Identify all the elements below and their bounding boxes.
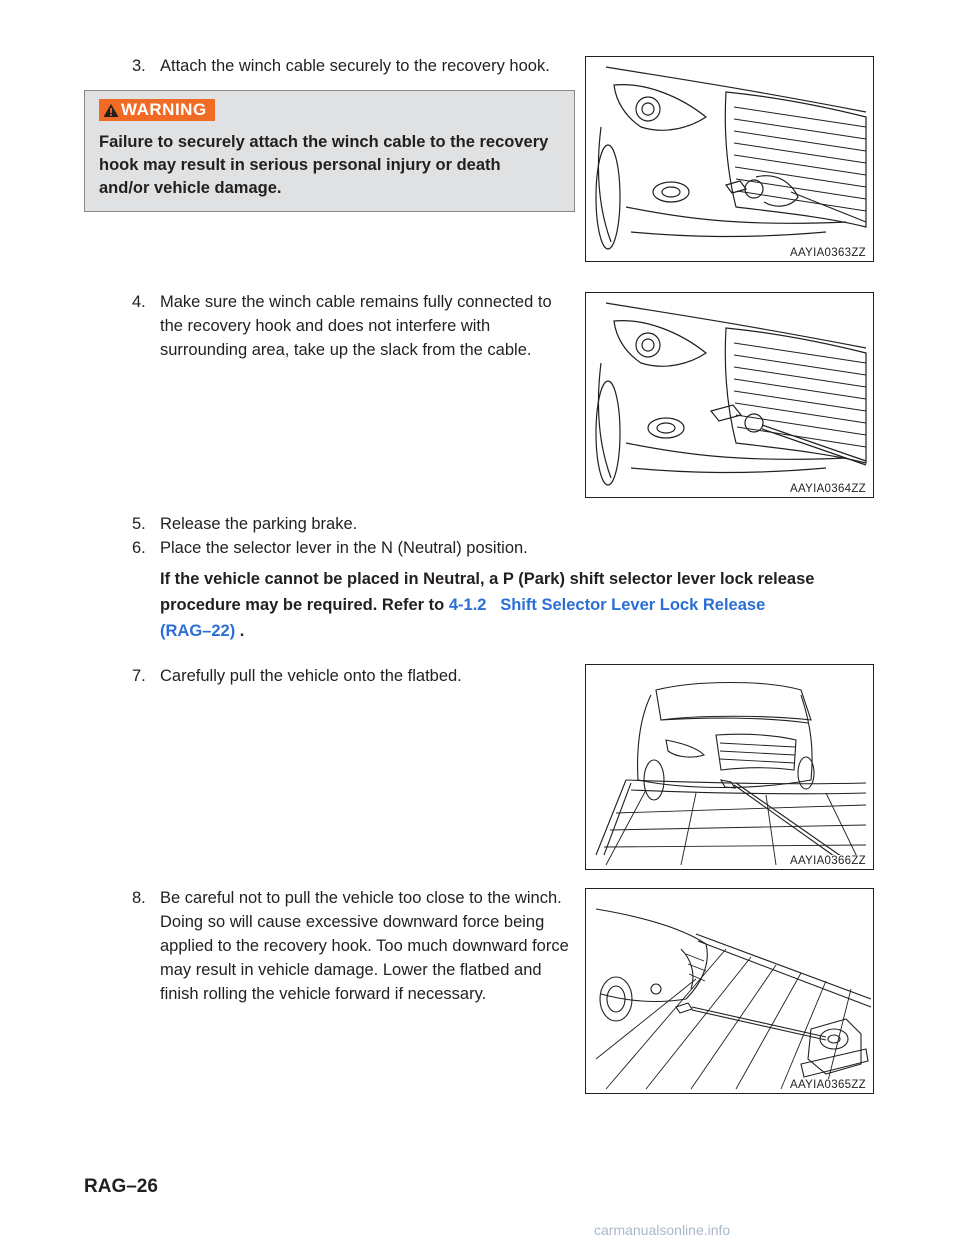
- step-text: Place the selector lever in the N (Neutral) position.: [160, 539, 528, 557]
- figure-pull-onto-flatbed: [585, 664, 874, 870]
- note-text: procedure may be required. Refer to: [160, 596, 449, 614]
- step-line: surrounding area, take up the slack from the cable.: [160, 341, 532, 359]
- page-number: RAG–26: [84, 1176, 158, 1197]
- car-front-cable-illustration: [586, 293, 873, 497]
- car-near-winch-illustration: [586, 889, 873, 1093]
- note-line: [160, 618, 850, 644]
- step-line: may result in vehicle damage. Lower the flatbed and: [160, 961, 542, 979]
- warning-tag: [99, 99, 215, 121]
- figure-winch-hook-attach: [585, 56, 874, 262]
- figure-code: AAYIA0366ZZ: [790, 855, 866, 867]
- figure-code: AAYIA0364ZZ: [790, 483, 866, 495]
- warning-triangle-icon: [103, 103, 119, 118]
- step-number: 5.: [132, 515, 146, 533]
- step-text: Attach the winch cable securely to the recovery hook.: [160, 57, 550, 75]
- step-number: 4.: [132, 293, 146, 311]
- figure-winch-too-close: [585, 888, 874, 1094]
- step-line: Make sure the winch cable remains fully connected to: [160, 293, 552, 311]
- step-line: Be careful not to pull the vehicle too close to the winch.: [160, 889, 562, 907]
- link-title: Shift Selector Lever Lock Release: [500, 596, 766, 614]
- warning-line: hook may result in serious personal injury or death: [99, 156, 501, 174]
- warning-label: WARNING: [121, 100, 207, 119]
- step-line: Doing so will cause excessive downward force being: [160, 913, 545, 931]
- shift-lock-release-page-link[interactable]: (RAG–22): [160, 622, 236, 640]
- step-line: the recovery hook and does not interfere with: [160, 317, 491, 335]
- step-number: 3.: [132, 57, 146, 75]
- watermark: carmanualsonline.info: [594, 1222, 731, 1238]
- warning-text: [99, 131, 559, 200]
- step-text: Carefully pull the vehicle onto the flatbed.: [160, 667, 462, 685]
- figure-code: AAYIA0363ZZ: [790, 247, 866, 259]
- step-line: finish rolling the vehicle forward if necessary.: [160, 985, 487, 1003]
- note-line: [160, 592, 850, 618]
- step-text: [160, 290, 552, 362]
- step-text: [160, 886, 569, 1006]
- note-suffix: .: [235, 622, 245, 640]
- step-text: Release the parking brake.: [160, 515, 358, 533]
- link-section: 4-1.2: [448, 596, 487, 614]
- car-on-flatbed-illustration: [586, 665, 873, 869]
- shift-lock-release-link[interactable]: [449, 596, 765, 614]
- step-number: 6.: [132, 539, 146, 557]
- warning-line: Failure to securely attach the winch cable to the recovery: [99, 133, 549, 151]
- figure-cable-slack: [585, 292, 874, 498]
- neutral-note: [160, 566, 850, 644]
- figure-code: AAYIA0365ZZ: [790, 1079, 866, 1091]
- step-line: applied to the recovery hook. Too much downward force: [160, 937, 569, 955]
- warning-line: and/or vehicle damage.: [99, 179, 282, 197]
- step-number: 8.: [132, 889, 146, 907]
- car-front-hook-illustration: [586, 57, 873, 261]
- step-number: 7.: [132, 667, 146, 685]
- warning-box: [84, 90, 575, 212]
- note-line: If the vehicle cannot be placed in Neutral, a P (Park) shift selector lever lock release: [160, 570, 815, 588]
